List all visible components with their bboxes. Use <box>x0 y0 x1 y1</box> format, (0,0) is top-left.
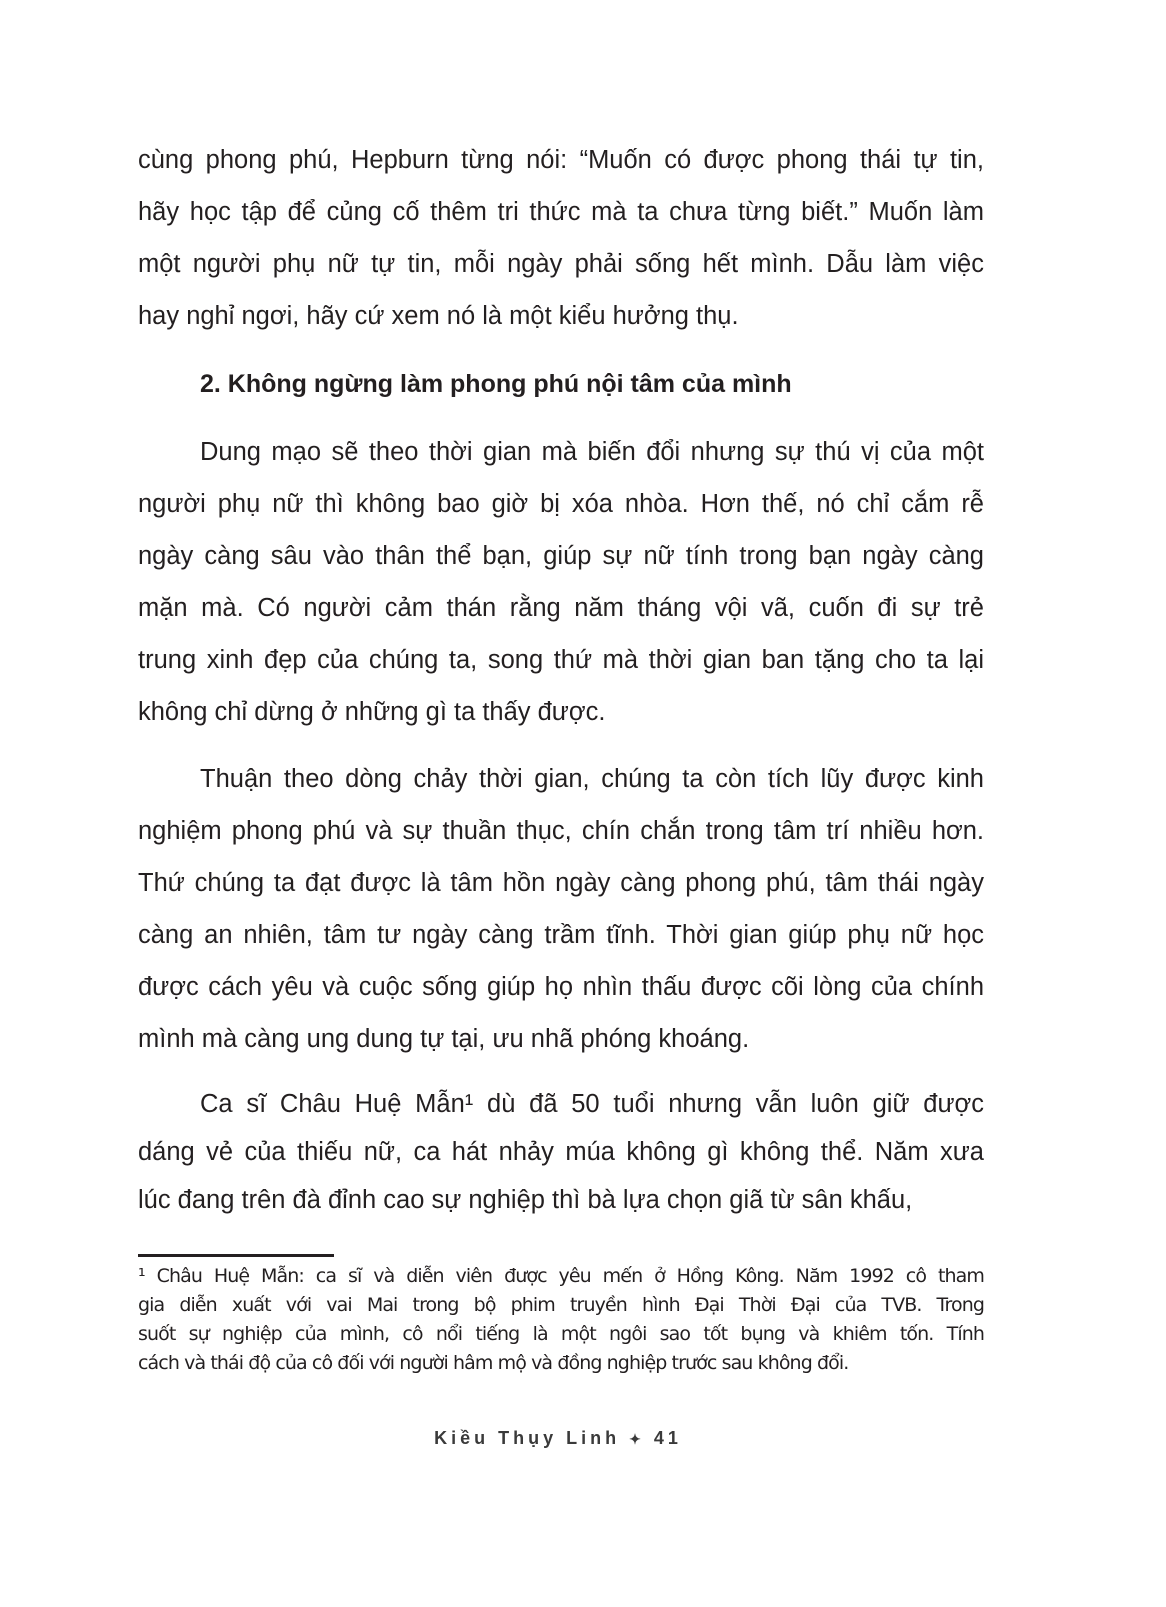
footnote-line: suốt sự nghiệp của mình, cô nổi tiếng là một ngôi sao tốt bụng và khiêm tốn. Tính <box>138 1323 984 1345</box>
text-line: nghiệm phong phú và sự thuần thục, chín chắn trong tâm trí nhiều hơn. <box>138 817 984 845</box>
section-heading: 2. Không ngừng làm phong phú nội tâm của mình <box>200 370 792 398</box>
text-line: càng an nhiên, tâm tư ngày càng trầm tĩnh. Thời gian giúp phụ nữ học <box>138 921 984 949</box>
text-line: người phụ nữ thì không bao giờ bị xóa nhòa. Hơn thế, nó chỉ cắm rễ <box>138 490 984 518</box>
text-line: mình mà càng ung dung tự tại, ưu nhã phóng khoáng. <box>138 1025 750 1053</box>
text-line: cùng phong phú, Hepburn từng nói: “Muốn có được phong thái tự tin, <box>138 146 984 174</box>
page-number: 41 <box>653 1428 682 1448</box>
paragraph <box>138 1080 984 1224</box>
paragraph <box>138 426 984 738</box>
text-line: Dung mạo sẽ theo thời gian mà biến đổi nhưng sự thú vị của một <box>200 438 984 466</box>
text-line: lúc đang trên đà đỉnh cao sự nghiệp thì bà lựa chọn giã từ sân khấu, <box>138 1186 913 1214</box>
text-line: Ca sĩ Châu Huệ Mẫn¹ dù đã 50 tuổi nhưng vẫn luôn giữ được <box>200 1090 984 1118</box>
text-line: không chỉ dừng ở những gì ta thấy được. <box>138 698 606 726</box>
paragraph <box>138 134 984 342</box>
text-line: Thứ chúng ta đạt được là tâm hồn ngày càng phong phú, tâm thái ngày <box>138 869 984 897</box>
footnote-line: gia diễn xuất với vai Mai trong bộ phim truyền hình Đại Thời Đại của TVB. Trong <box>138 1294 984 1316</box>
text-line: dáng vẻ của thiếu nữ, ca hát nhảy múa không gì không thể. Năm xưa <box>138 1138 984 1166</box>
text-line: trung xinh đẹp của chúng ta, song thứ mà thời gian ban tặng cho ta lại <box>138 646 984 674</box>
footnote-line: cách và thái độ của cô đối với người hâm mộ và đồng nghiệp trước sau không đổi. <box>138 1352 849 1374</box>
text-line: Thuận theo dòng chảy thời gian, chúng ta còn tích lũy được kinh <box>200 765 984 793</box>
text-line: được cách yêu và cuộc sống giúp họ nhìn thấu được cõi lòng của chính <box>138 973 984 1001</box>
text-line: mặn mà. Có người cảm thán rằng năm tháng vội vã, cuốn đi sự trẻ <box>138 594 984 622</box>
footer-author: Kiều Thụy Linh <box>434 1428 621 1448</box>
text-line: ngày càng sâu vào thân thể bạn, giúp sự nữ tính trong bạn ngày càng <box>138 542 984 570</box>
page-footer <box>0 1428 1116 1449</box>
section-heading-block <box>138 358 984 410</box>
text-line: một người phụ nữ tự tin, mỗi ngày phải sống hết mình. Dẫu làm việc <box>138 250 984 278</box>
footnote <box>138 1262 984 1378</box>
text-line: hay nghỉ ngơi, hãy cứ xem nó là một kiểu hưởng thụ. <box>138 302 739 330</box>
body-text <box>138 134 984 1224</box>
paragraph <box>138 753 984 1065</box>
footnote-divider <box>138 1254 334 1257</box>
footnote-line: ¹ Châu Huệ Mẫn: ca sĩ và diễn viên được yêu mến ở Hồng Kông. Năm 1992 cô tham <box>138 1265 984 1287</box>
footer-separator-icon: ✦ <box>629 1431 645 1447</box>
text-line: hãy học tập để củng cố thêm tri thức mà ta chưa từng biết.” Muốn làm <box>138 198 984 226</box>
